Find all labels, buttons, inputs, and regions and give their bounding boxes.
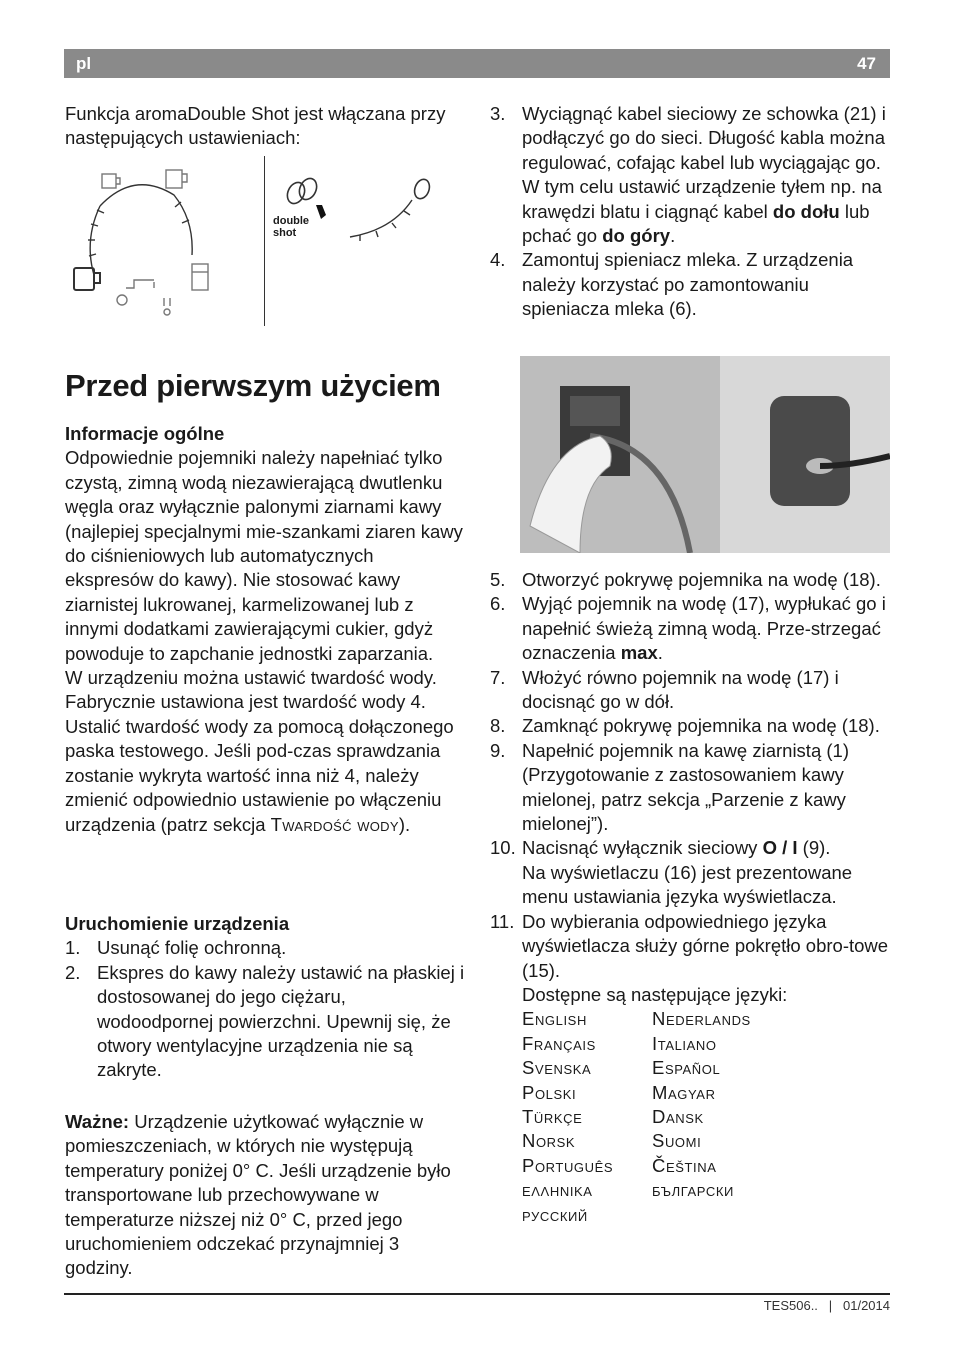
large-cup-icon [74, 268, 100, 290]
language-item: Svenska [522, 1057, 592, 1079]
language-list [522, 1007, 890, 1227]
section-title: Przed pierwszym użyciem [65, 368, 441, 403]
list-item: 1. Usunąć folię ochronną. [65, 937, 287, 959]
language-item: Français [522, 1032, 596, 1054]
list-item: 7. Włożyć równo pojemnik na wodę (17) i docisnąć go w dół. [490, 666, 839, 713]
list-item: 2. Ekspres do kawy należy ustawić na płaskiej i dostosowanej do jego ciężaru, wodoodpornej powierzchni. Upewnij się, że otwory wentylacyjne urządzenia nie są zakryte. [65, 961, 465, 1081]
language-item: English [522, 1008, 587, 1030]
small-cup-icon [102, 174, 120, 188]
language-item: Português [522, 1154, 614, 1176]
diagram-divider [264, 156, 265, 326]
general-para1: Odpowiednie pojemniki należy napełniać tylko czystą, zimną wodą niezawierającą dwutlenku węgla oraz wyłącznie palonymi ziarnami kawy (najlepiej specjalnymi mie-szankami ziaren kawy do ciśnieniowych lub automatycznych ekspresów do kawy). Nie stosować kawy ziarnistej lukrowanej, karmelizowanej lub z innymi dodatkami zawierającymi cukier, gdyż powoduje to zapchanie jednostki zaparzania. [65, 447, 463, 664]
drop-icon [117, 295, 127, 305]
language-item: Norsk [522, 1130, 576, 1152]
general-heading: Informacje ogólne [65, 423, 225, 444]
model-number: TES506.. [763, 1298, 818, 1313]
right-steps-bottom [490, 568, 890, 1227]
language-item: ελληνικα [522, 1179, 593, 1201]
language-item: русский [522, 1203, 588, 1225]
language-item: Türkçe [522, 1105, 583, 1127]
bean-icon [412, 177, 432, 201]
general-para2: W urządzeniu można ustawić twardość wody. Fabrycznie ustawiona jest twardość wody 4. Ustalić twardość wody za pomocą dołączonego paska testowego. Jeśli pod-czas sprawdzania zostanie wykryta wartość inna niż 4, należy zmienić odpowiednio ustawienie po włączeniu urządzenia (patrz sekcja Twardość wody). [65, 667, 454, 835]
steam-icon [164, 298, 170, 315]
language-item: Suomi [652, 1130, 702, 1152]
language-code: pl [76, 54, 92, 73]
intro-text: Funkcja aromaDouble Shot jest włączana przy następujących ustawieniach: [65, 103, 446, 149]
list-item: 10. Nacisnąć wyłącznik sieciowy O / I (9). Na wyświetlaczu (16) jest prezentowane menu ustawiania języka wyświetlacza. [490, 837, 853, 908]
list-item: 4. Zamontuj spieniacz mleka. Z urządzenia należy korzystać po zamontowaniu spieniacza mleka (6). [490, 249, 854, 320]
footer-date: 01/2014 [843, 1298, 890, 1313]
language-item: български [652, 1179, 734, 1201]
mug-icon [166, 170, 187, 188]
footer-divider [64, 1293, 890, 1295]
language-item: Polski [522, 1081, 577, 1103]
language-item: Español [652, 1057, 721, 1079]
general-info [65, 422, 465, 837]
language-item: Nederlands [652, 1008, 751, 1030]
language-item: Dansk [652, 1105, 704, 1127]
list-item: 5. Otworzyć pokrywę pojemnika na wodę (18). [490, 569, 881, 590]
startup-section [65, 912, 465, 1083]
footer: TES506.. | 01/2014 [763, 1298, 890, 1313]
right-steps-top [490, 102, 890, 322]
list-item: 11. Do wybierania odpowiedniego języka wyświetlacza służy górne pokrętło obro-towe (15). Dostępne są następujące języki: English Nederlands Français Italiano Svenska Español Polski Magyar Türkçe Dansk Norsk Suomi Português Čeština ελληνικα български русский [490, 910, 890, 1227]
startup-heading: Uruchomienie urządzenia [65, 913, 290, 934]
language-item: Čeština [652, 1154, 717, 1176]
language-item: Magyar [652, 1081, 716, 1103]
double-shot-label: double shot [273, 215, 310, 239]
page-header [64, 49, 890, 78]
list-item: 9. Napełnić pojemnik na kawę ziarnistą (1) (Przygotowanie z zastosowaniem kawy mielonej, patrz sekcja „Parzenie z kawy mielonej”). [490, 739, 849, 835]
page-number: 47 [857, 54, 876, 73]
latte-glass-icon [192, 264, 208, 290]
list-item: 3. Wyciągnąć kabel sieciowy ze schowka (21) i podłączyć go do sieci. Długość kabla można regulować, cofając kabel lub wyciągając go. W tym celu ustawić urządzenie tyłem np. na krawędzi blatu i ciągnąć kabel do dołu lub pchać go do góry. [490, 103, 886, 247]
list-item: 6. Wyjąć pojemnik na wodę (17), wypłukać go i napełnić świeżą zimną wodą. Prze-strzegać oznaczenia max. [490, 593, 886, 664]
list-item: 8. Zamknąć pokrywę pojemnika na wodę (18). [490, 715, 880, 737]
milk-frother-photo [520, 356, 890, 553]
double-bean-icon [284, 176, 320, 207]
coffee-selector-diagram [64, 160, 264, 330]
important-note: Ważne: Urządzenie użytkować wyłącznie w pomieszczeniach, w których nie występują temperatury poniżej 0° C. Jeśli urządzenie było transportowane lub przechowywane w temperaturze niższej niż 0° C, przed jego uruchomieniem odczekać przynajmniej 3 godziny. [65, 1111, 451, 1279]
language-item: Italiano [652, 1032, 717, 1054]
